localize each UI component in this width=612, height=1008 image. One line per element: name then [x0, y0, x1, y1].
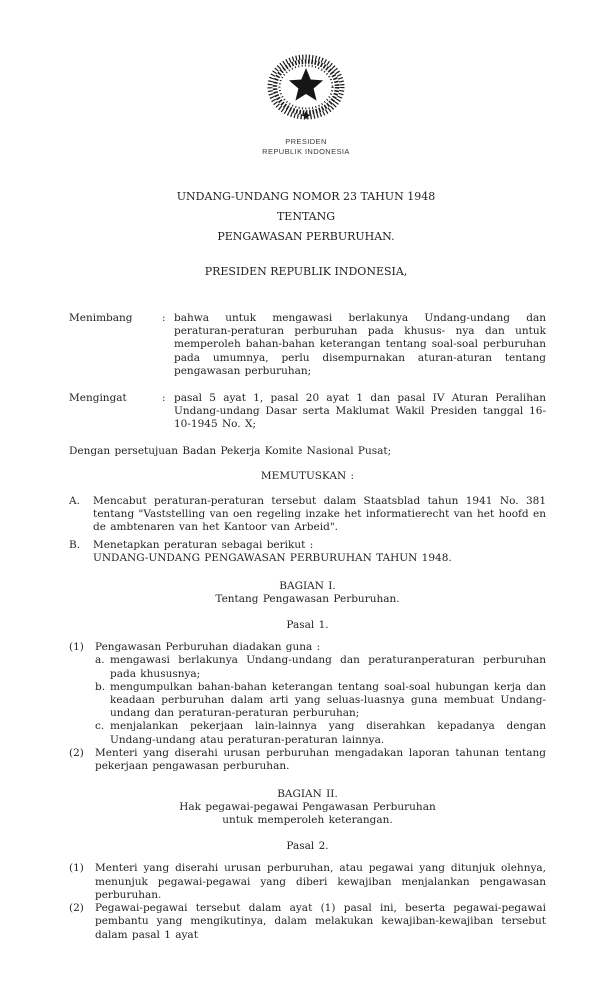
law-subject: PENGAWASAN PERBURUHAN. — [217, 230, 395, 243]
pasal2-ayat-list — [69, 862, 546, 941]
title-block — [0, 190, 612, 243]
seal-caption-republik: REPUBLIK INDONESIA — [262, 146, 350, 156]
pasal1-sub-b-label: b. — [95, 680, 106, 693]
decision-a-text: Mencabut peraturan-peraturan tersebut dalam Staatsblad tahun 1941 No. 381 tentang "Vaststelling van oen regeling inzake het informatierecht van het hoofd en de ambtenaren van het Kantoor van Arbeid". — [93, 495, 546, 534]
bagian1-heading: BAGIAN I. — [279, 580, 336, 593]
pasal2-heading: Pasal 2. — [286, 840, 329, 853]
seal-caption — [0, 137, 612, 156]
presidential-seal — [265, 54, 347, 124]
pasal1-ayat1-label: (1) — [69, 641, 84, 654]
decision-b-line2: UNDANG-UNDANG PENGAWASAN PERBURUHAN TAHUN 1948. — [93, 551, 452, 564]
pasal1-sub-a — [95, 654, 546, 680]
pasal1-sub-c — [95, 720, 546, 746]
pasal1-ayat1-intro: Pengawasan Perburuhan diadakan guna : — [95, 641, 321, 654]
memutuskan-heading: MEMUTUSKAN : — [260, 469, 355, 482]
mengingat-text: pasal 5 ayat 1, pasal 20 ayat 1 dan pasal IV Aturan Peralihan Undang-undang Dasar serta Maklumat Wakil Presiden tanggal 16-10-1945 No. X; — [174, 392, 546, 431]
bagian1-subtitle: Tentang Pengawasan Perburuhan. — [215, 593, 400, 606]
pasal1-ayat1-body — [95, 641, 546, 747]
decision-item-a — [69, 495, 546, 535]
document-body — [0, 312, 612, 942]
menimbang-row — [69, 312, 546, 378]
pasal1-sub-a-label: a. — [95, 654, 105, 667]
pasal1-ayat1 — [69, 641, 546, 747]
agreement-line: Dengan persetujuan Badan Pekerja Komite Nasional Pusat; — [69, 444, 392, 457]
bagian2-heading: BAGIAN II. — [277, 788, 338, 801]
pasal2-ayat1 — [69, 862, 546, 902]
mengingat-colon: : — [162, 392, 166, 405]
pasal2-ayat2 — [69, 902, 546, 942]
pasal1-sub-c-text: menjalankan pekerjaan lain-lainnya yang diserahkan kepadanya dengan Undang-undang atau peraturan-peraturan lainnya. — [110, 720, 546, 746]
pasal2-ayat2-label: (2) — [69, 902, 84, 915]
pasal1-ayat2-text: Menteri yang diserahi urusan perburuhan mengadakan laporan tahunan tentang pekerjaan pengawasan perburuhan. — [95, 746, 546, 773]
decision-list — [69, 495, 546, 565]
pasal1-sublist — [95, 654, 546, 746]
law-title: UNDANG-UNDANG NOMOR 23 TAHUN 1948 — [176, 190, 436, 203]
pasal1-sub-c-label: c. — [95, 720, 105, 733]
pasal1-ayat2-label: (2) — [69, 746, 84, 759]
seal-graphic — [265, 54, 347, 124]
decision-b-text — [93, 539, 546, 565]
decision-a-label: A. — [69, 495, 80, 508]
menimbang-colon: : — [162, 312, 166, 324]
seal-caption-presiden: PRESIDEN — [285, 137, 327, 146]
star-icon — [289, 68, 323, 101]
salutation: PRESIDEN REPUBLIK INDONESIA, — [204, 265, 408, 278]
law-title-tentang: TENTANG — [276, 210, 336, 223]
decision-b-label: B. — [69, 538, 81, 551]
document-header — [0, 0, 612, 156]
menimbang-label: Menimbang — [69, 312, 133, 324]
decision-b-line1: Menetapkan peraturan sebagai berikut : — [93, 538, 314, 551]
bagian2-subtitle-line1: Hak pegawai-pegawai Pengawasan Perburuhan — [179, 801, 436, 814]
pasal1-sub-b — [95, 681, 546, 721]
pasal2-ayat2-text: Pegawai-pegawai tersebut dalam ayat (1) pasal ini, beserta pegawai-pegawai pembantu yang mengikutinya, dalam melakukan kewajiban-kewajiban tersebut dalam pasal 1 ayat — [95, 902, 546, 941]
menimbang-text: bahwa untuk mengawasi berlakunya Undang-undang dan peraturan-peraturan perburuhan pada khusus- nya dan untuk memperoleh bahan-bahan keterangan tentang soal-soal perburuhan pada umumnya, perlu disempurnakan aturan-aturan tentang pengawasan perburuhan; — [174, 312, 546, 377]
decision-item-b — [69, 539, 546, 565]
pasal1-sub-b-text: mengumpulkan bahan-bahan keterangan tentang soal-soal hubungan kerja dan keadaan perburuhan dalam arti yang seluas-luasnya guna membuat Undang-undang dan peraturan-peraturan perburuhan; — [110, 680, 546, 720]
pasal1-heading: Pasal 1. — [286, 619, 329, 632]
mengingat-label: Mengingat — [69, 392, 127, 405]
mengingat-row — [69, 392, 546, 432]
bagian2-subtitle-line2: untuk memperoleh keterangan. — [222, 814, 393, 827]
pasal2-ayat1-label: (1) — [69, 862, 84, 875]
pasal1-ayat-list — [69, 641, 546, 773]
pasal1-sub-a-text: mengawasi berlakunya Undang-undang dan peraturanperaturan perburuhan pada khususnya; — [110, 654, 546, 680]
pasal2-ayat1-text: Menteri yang diserahi urusan perburuhan, atau pegawai yang ditunjuk olehnya, menunjuk pegawai-pegawai yang diberi kewajiban menjalankan pengawasan perburuhan. — [95, 862, 546, 901]
pasal1-ayat2 — [69, 747, 546, 773]
